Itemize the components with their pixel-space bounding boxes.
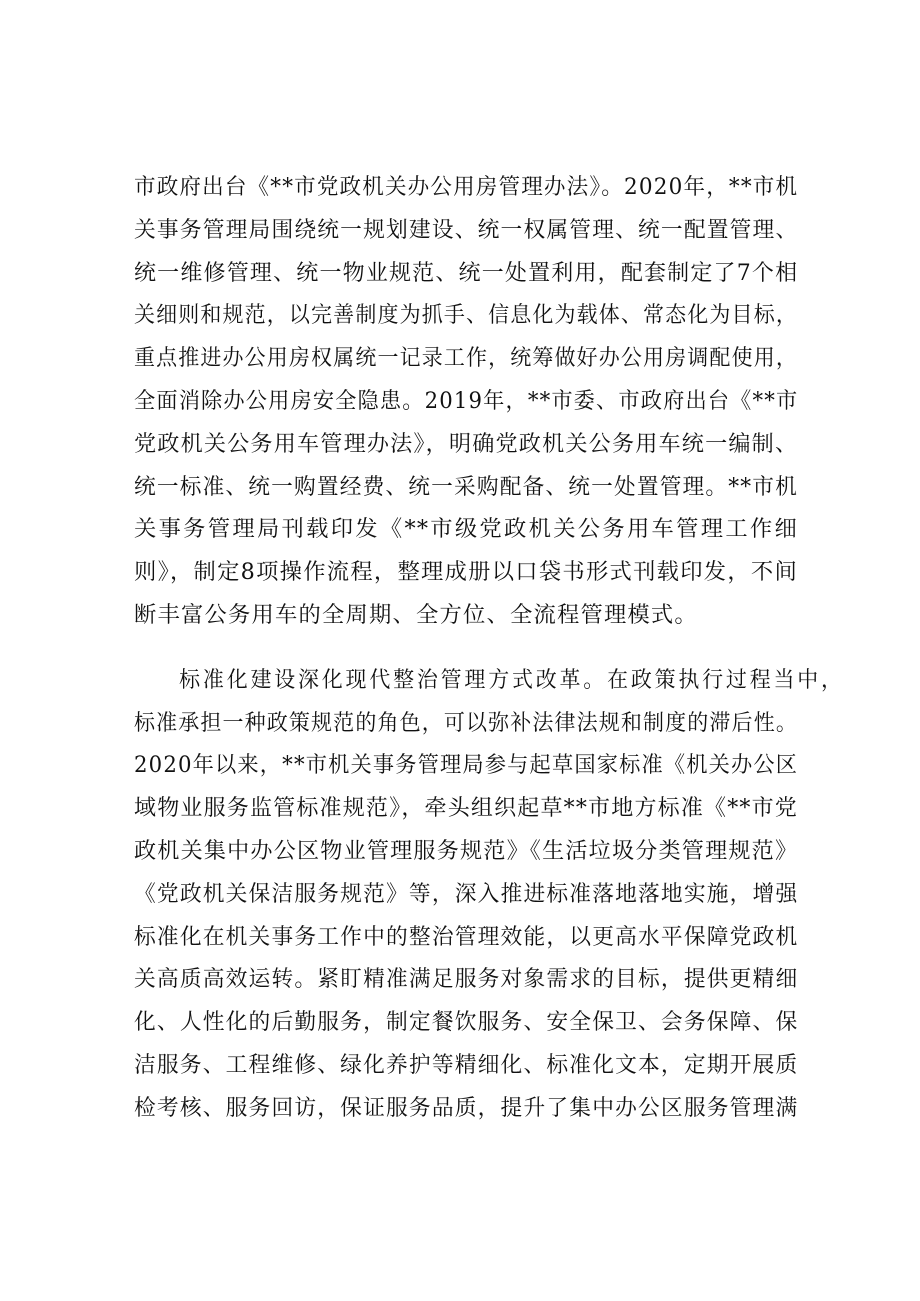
text-line: 关细则和规范，以完善制度为抓手、信息化为载体、常态化为目标， bbox=[134, 302, 798, 329]
text-line: 关事务管理局围绕统一规划建设、统一权属管理、统一配置管理、 bbox=[134, 216, 799, 243]
text-line: 统一标准、统一购置经费、统一采购配备、统一处置管理。**市机 bbox=[134, 473, 799, 500]
text-line: 标准承担一种政策规范的角色，可以弥补法律法规和制度的滞后性。 bbox=[134, 709, 798, 736]
text-line: 检考核、服务回访，保证服务品质，提升了集中办公区服务管理满 bbox=[134, 1094, 799, 1121]
text-line: 2020年以来，**市机关事务管理局参与起草国家标准《机关办公区 bbox=[134, 752, 799, 779]
text-line: 标准化在机关事务工作中的整治管理效能，以更高水平保障党政机 bbox=[134, 923, 799, 950]
paragraph-office-vehicle-management bbox=[134, 166, 798, 637]
text-line: 化、人性化的后勤服务，制定餐饮服务、安全保卫、会务保障、保 bbox=[134, 1009, 799, 1036]
text-line: 全面消除办公用房安全隐患。2019年，**市委、市政府出台《**市 bbox=[134, 387, 799, 414]
text-line: 党政机关公务用车管理办法》，明确党政机关公务用车统一编制、 bbox=[134, 430, 799, 457]
text-line: 则》，制定8项操作流程，整理成册以口袋书形式刊载印发，不间 bbox=[134, 559, 798, 586]
text-line: 关高质高效运转。紧盯精准满足服务对象需求的目标，提供更精细 bbox=[134, 966, 799, 993]
text-line: 政机关集中办公区物业管理服务规范》《生活垃圾分类管理规范》 bbox=[134, 837, 799, 864]
text-line: 统一维修管理、统一物业规范、统一处置利用，配套制定了7个相 bbox=[134, 259, 799, 286]
text-line: 《党政机关保洁服务规范》等，深入推进标准落地落地实施，增强 bbox=[134, 880, 799, 907]
text-line: 市政府出台《**市党政机关办公用房管理办法》。2020年，**市机 bbox=[134, 174, 799, 200]
text-line: 断丰富公务用车的全周期、全方位、全流程管理模式。 bbox=[134, 601, 698, 628]
text-line: 域物业服务监管标准规范》，牵头组织起草**市地方标准《**市党 bbox=[134, 795, 798, 822]
paragraph-standardization bbox=[134, 659, 844, 1130]
text-line: 洁服务、工程维修、绿化养护等精细化、标准化文本，定期开展质 bbox=[134, 1051, 799, 1078]
text-line: 重点推进办公用房权属统一记录工作，统筹做好办公用房调配使用， bbox=[134, 345, 798, 372]
text-line: 标准化建设深化现代整治管理方式改革。在政策执行过程当中， bbox=[179, 666, 844, 693]
document-body bbox=[134, 166, 844, 1130]
text-line: 关事务管理局刊载印发《**市级党政机关公务用车管理工作细 bbox=[134, 516, 798, 543]
